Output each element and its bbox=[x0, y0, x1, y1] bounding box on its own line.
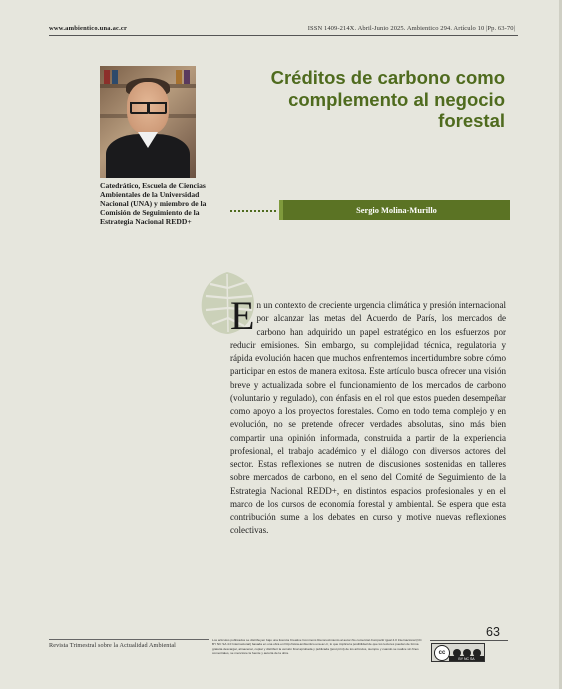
footer-journal: Revista Trimestral sobre la Actualidad Ambiental bbox=[49, 642, 176, 649]
header-issn: ISSN 1409-214X. Abril-Junio 2025. Ambientico 294. Artículo 10 |Pp. 63-70| bbox=[307, 25, 515, 32]
author-photo bbox=[100, 66, 196, 178]
creative-commons-icon[interactable] bbox=[431, 643, 485, 662]
header-divider bbox=[49, 35, 518, 36]
cc-modifier-label: BY NC SA bbox=[449, 656, 484, 661]
license-text: Los artículos publicados se distribuyen bajo una licencia Creative Commons Reconocimiento al autor-No comercial-Compartir igual 4.0 Internacional (CC BY NC SA 4.0 Internacional) basada en una obra en http://www.ambientico.una.ac.cr, lo que implica la posibilidad de que los lectores puedan de forma gratuita descargar, almacenar, copiar y distribuir la versión final aprobada y publicada (post print) de los artículos, siempre y cuando se realice sin fines comerciales, se mencione la fuente y autoría de la obra. bbox=[212, 638, 422, 655]
author-caption: Catedrático, Escuela de Ciencias Ambientales de la Universidad Nacional (UNA) y miembro de la Comisión de Seguimiento de la Estrategia Nacional REDD+ bbox=[100, 181, 207, 226]
dotted-divider bbox=[230, 210, 276, 212]
page-number: 63 bbox=[486, 625, 500, 639]
header-url[interactable]: www.ambientico.una.ac.cr bbox=[49, 25, 128, 32]
author-banner bbox=[230, 200, 506, 220]
footer-divider bbox=[49, 639, 209, 640]
article-body bbox=[230, 293, 506, 538]
page-number-divider bbox=[430, 640, 508, 641]
cc-logo: cc bbox=[434, 645, 450, 661]
article-title: Créditos de carbono como complemento al negocio forestal bbox=[270, 67, 505, 131]
author-name: Sergio Molina-Murillo bbox=[279, 200, 510, 220]
drop-cap: E bbox=[230, 293, 255, 338]
article-body-text: n un contexto de creciente urgencia climática y presión internacional por alcanzar las metas del Acuerdo de París, los mercados de carbono han adquirido un papel estratégico en los esfuerzos por reducir emisiones. Sin embargo, su complejidad técnica, regulatoria y rápida evolución hacen que muchos enfrentemos incertidumbre sobre cómo participar en estos de manera exitosa. Este artículo busca ofrecer una visión breve y actualizada sobre el funcionamiento de los mercados de carbono (voluntario y regulado), con énfasis en el rol que estos pueden desempeñar como apoyo a los proyectos forestales. Como en todo tema complejo y en evolución, no se pretende ofrecer verdades absolutas, sino más bien compartir una opinión informada, construida a partir de la experiencia profesional, el trabajo académico y el diálogo con diversos actores del sector. Estas reflexiones se nutren de discusiones sostenidas en talleres sobre mercados de carbono, en el seno del Comité de Seguimiento de la Estrategia Nacional REDD+, en distintos espacios profesionales y en el marco de los cursos de economía forestal y ambiental. Se espera que esta contribución sume a los debates en curso y motive nuevas reflexiones colectivas. bbox=[230, 300, 506, 536]
